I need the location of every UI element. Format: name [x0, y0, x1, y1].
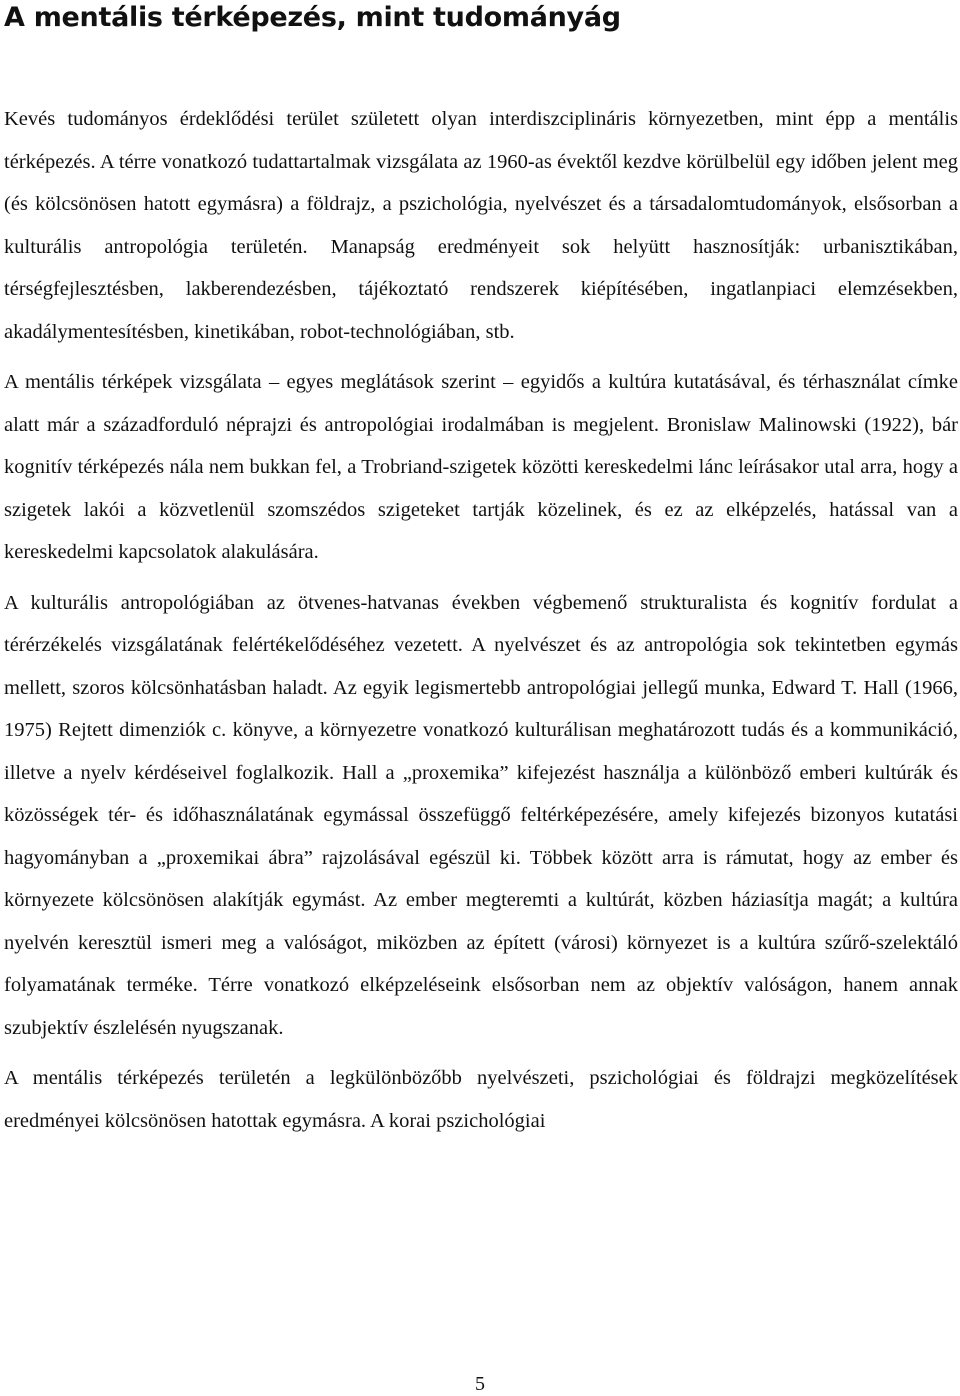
body-text [4, 98, 958, 1144]
paragraph-4: A mentális térképezés területén a legkülönbözőbb nyelvészeti, pszichológiai és földrajzi megközelítések eredményei kölcsönösen hatottak egymásra. A korai pszichológiai [4, 1067, 958, 1132]
paragraph-3: A kulturális antropológiában az ötvenes-hatvanas években végbemenő strukturalista és kognitív fordulat a térérzékelés vizsgálatának felértékelődéséhez vezetett. A nyelvészet és az antropológia sok tekintetben egymás mellett, szoros kölcsönhatásban haladt. Az egyik legismertebb antropológiai jellegű munka, Edward T. Hall (1966, 1975) Rejtett dimenziók c. könyve, a környezetre vonatkozó kulturálisan meghatározott tudás és a kommunikáció, illetve a nyelv kérdéseivel foglalkozik. Hall a „proxemika” kifejezést használja a különböző emberi kultúrák és közösségek tér- és időhasználatának egymással összefüggő feltérképezésére, amely kifejezés bizonyos kutatási hagyományban a „proxemikai ábra” rajzolásával egészül ki. Többek között arra is rámutat, hogy az ember és környezete kölcsönösen alakítják egymást. Az ember megteremti a kultúrát, közben háziasítja magát; a kultúra nyelvén keresztül ismeri meg a valóságot, miközben az épített (városi) környezet is a kultúra szűrő-szelektáló folyamatának terméke. Térre vonatkozó elképzeléseink elsősorban nem az objektív valóságon, hanem annak szubjektív észlelésén nyugszanak. [4, 591, 958, 1039]
paragraph-1: Kevés tudományos érdeklődési terület született olyan interdiszciplináris környezetben, mint épp a mentális térképezés. A térre vonatkozó tudattartalmak vizsgálata az 1960-as évektől kezdve körülbelül egy időben jelent meg (és kölcsönösen hatott egymásra) a földrajz, a pszichológia, nyelvészet és a társadalomtudományok, elsősorban a kulturális antropológia területén. Manapság eredményeit sok helyütt hasznosítják: urbanisztikában, térségfejlesztésben, lakberendezésben, tájékoztató rendszerek kiépítésében, ingatlanpiaci elemzésekben, akadálymentesítésben, kinetikában, robot-technológiában, stb. [4, 108, 958, 343]
paragraph-2: A mentális térképek vizsgálata – egyes meglátások szerint – egyidős a kultúra kutatásával, és térhasználat címke alatt már a századforduló néprajzi és antropológiai irodalmában is megjelent. Bronislaw Malinowski (1922), bár kognitív térképezés nála nem bukkan fel, a Trobriand-szigetek közötti kereskedelmi lánc leírásakor utal arra, hogy a szigetek lakói a közvetlenül szomszédos szigeteket tartják közelinek, és ez az elképzelés, hatással van a kereskedelmi kapcsolatok alakulására. [4, 371, 958, 563]
page-number: 5 [475, 1373, 485, 1395]
page-title: A mentális térképezés, mint tudományág [4, 2, 621, 33]
